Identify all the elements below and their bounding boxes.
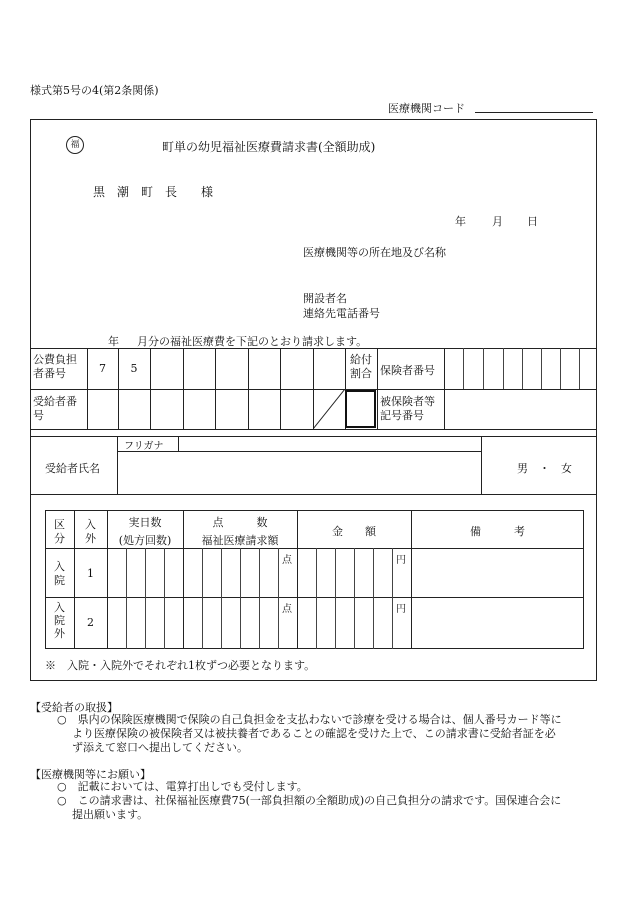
addressee: 黒 潮 町 長 様 bbox=[93, 185, 214, 199]
furigana-label: フリガナ bbox=[124, 441, 164, 452]
request-item: ○ 記載においては、電算打出しでも受付します。 bbox=[57, 780, 308, 793]
row-code: 2 bbox=[87, 616, 94, 629]
header-kubun: 区 分 bbox=[54, 518, 65, 545]
grid-line bbox=[30, 436, 597, 437]
facility-code-label: 医療機関コード bbox=[388, 102, 465, 115]
header-days: 実日数 (処方回数) bbox=[118, 516, 172, 547]
date-day: 日 bbox=[527, 215, 538, 228]
grid-line bbox=[503, 348, 504, 389]
row-kind-outpatient: 入 院 外 bbox=[54, 601, 65, 640]
grid-line bbox=[481, 436, 482, 494]
facility-code-field[interactable] bbox=[475, 112, 593, 113]
payer-number-label: 公費負担 者番号 bbox=[33, 353, 77, 380]
grid-line bbox=[178, 436, 179, 451]
header-remarks: 備 考 bbox=[470, 525, 525, 538]
request-year: 年 bbox=[108, 335, 119, 348]
yen-unit: 円 bbox=[396, 604, 406, 615]
points-unit: 点 bbox=[282, 555, 292, 566]
row-code: 1 bbox=[87, 567, 94, 580]
grid-line bbox=[373, 548, 374, 649]
form-title: 町単の幼児福祉医療費請求書(全額助成) bbox=[162, 140, 376, 154]
grid-line bbox=[483, 348, 484, 389]
header-amount: 金 額 bbox=[332, 525, 376, 538]
welfare-seal-icon: 福 bbox=[66, 136, 84, 154]
handling-title: 【受給者の取扱】 bbox=[30, 701, 118, 714]
header-points: 点 数 福祉医療請求額 bbox=[201, 516, 279, 547]
request-statement: 月分の福祉医療費を下記のとおり請求します。 bbox=[137, 335, 368, 348]
grid-line bbox=[240, 548, 241, 649]
ratio-entry-box[interactable] bbox=[345, 390, 376, 428]
grid-line bbox=[117, 436, 118, 494]
grid-line bbox=[278, 548, 279, 649]
points-unit: 点 bbox=[282, 604, 292, 615]
grid-line bbox=[463, 348, 464, 389]
grid-line bbox=[335, 548, 336, 649]
contact-phone-label: 連絡先電話番号 bbox=[303, 307, 380, 320]
grid-line bbox=[541, 348, 542, 389]
handling-item: ○ 県内の保険医療機関で保険の自己負担金を支払わないで診療を受ける場合は、個人番号カード等に より医療保険の被保険者又は被扶養者であることの確認を受けた上で、この請求書に受給者証を必 ず添えて窓口へ提出してください。 bbox=[57, 713, 562, 754]
grid-line bbox=[316, 548, 317, 649]
grid-line bbox=[248, 348, 249, 429]
recipient-number-label: 受給者番 号 bbox=[33, 395, 77, 422]
grid-line bbox=[444, 348, 445, 429]
grid-line bbox=[145, 548, 146, 649]
request-item: ○ この請求書は、社保福祉医療費75(一部負担額の全額助成)の自己負担分の請求です。国保連合会に 提出願います。 bbox=[57, 794, 562, 821]
row-kind-inpatient: 入 院 bbox=[54, 560, 65, 587]
note: ※ 入院・入院外でそれぞれ1枚ずつ必要となります。 bbox=[45, 659, 316, 672]
insured-symbol-label: 被保険者等 記号番号 bbox=[380, 395, 435, 422]
recipient-name-label: 受給者氏名 bbox=[45, 462, 100, 475]
grid-line bbox=[221, 548, 222, 649]
payer-digit: 5 bbox=[130, 362, 138, 375]
grid-line bbox=[30, 494, 597, 495]
grid-line bbox=[126, 548, 127, 649]
insurer-number-label: 保険者番号 bbox=[380, 364, 435, 377]
grid-line bbox=[377, 348, 378, 429]
founder-name-label: 開設者名 bbox=[303, 292, 347, 305]
yen-unit: 円 bbox=[396, 555, 406, 566]
sex-selector[interactable]: 男 ・ 女 bbox=[517, 462, 572, 475]
grid-line bbox=[183, 348, 184, 429]
request-title: 【医療機関等にお願い】 bbox=[30, 768, 151, 781]
facility-address-label: 医療機関等の所在地及び名称 bbox=[303, 246, 446, 259]
date-month: 月 bbox=[492, 215, 503, 228]
grid-line bbox=[579, 348, 580, 389]
grid-line bbox=[280, 348, 281, 429]
grid-line bbox=[118, 348, 119, 429]
diagonal-slash bbox=[313, 389, 345, 429]
grid-line bbox=[215, 348, 216, 429]
grid-line bbox=[259, 548, 260, 649]
grid-line bbox=[164, 548, 165, 649]
date-year: 年 bbox=[455, 215, 466, 228]
grid-line bbox=[87, 348, 88, 429]
benefit-ratio-label: 給付 割合 bbox=[350, 353, 372, 380]
form-reference: 様式第5号の4(第2条関係) bbox=[30, 84, 159, 97]
grid-line bbox=[354, 548, 355, 649]
grid-line bbox=[117, 451, 481, 452]
grid-line bbox=[560, 348, 561, 389]
grid-line bbox=[202, 548, 203, 649]
grid-line bbox=[150, 348, 151, 429]
header-nyugai: 入 外 bbox=[85, 518, 96, 545]
grid-line bbox=[522, 348, 523, 389]
grid-line bbox=[392, 548, 393, 649]
grid-line bbox=[30, 429, 597, 430]
payer-digit: 7 bbox=[99, 362, 106, 375]
